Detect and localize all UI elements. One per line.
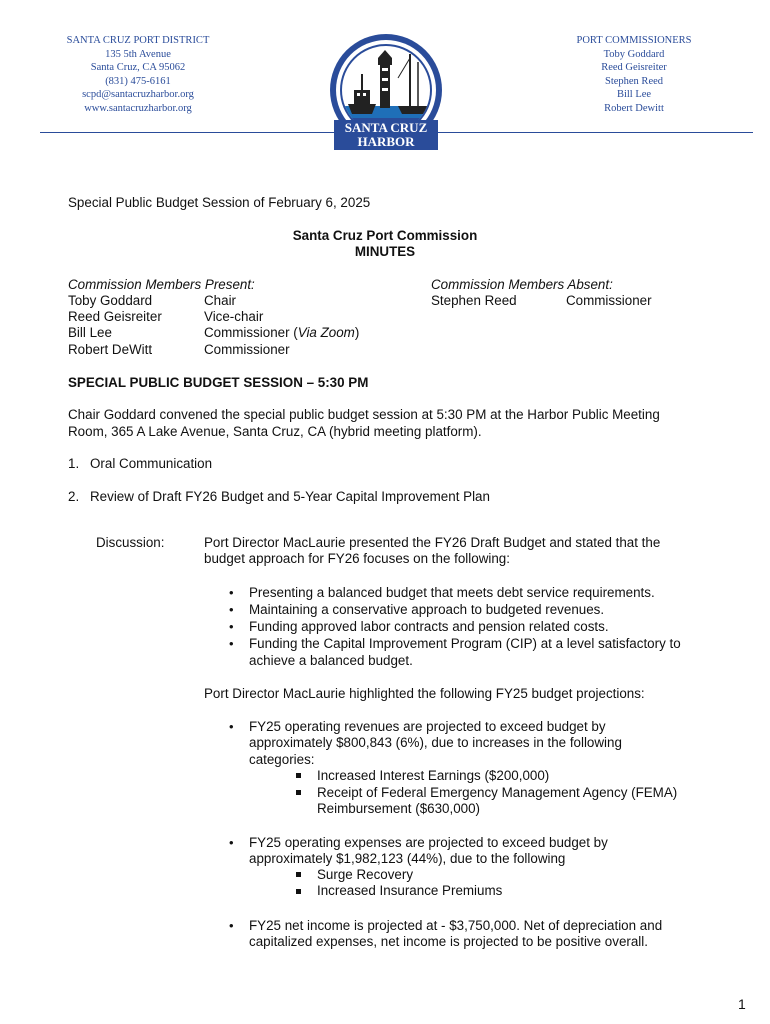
sub-bullet: Increased Insurance Premiums — [317, 883, 503, 898]
item-number: 1. — [68, 456, 80, 471]
logo-line-2: HARBOR — [357, 134, 415, 149]
present-heading: Commission Members Present: — [68, 277, 255, 292]
district-street: 135 5th Avenue — [105, 48, 171, 60]
header-rule-left — [40, 132, 345, 133]
discussion-para-line: Port Director MacLaurie presented the FY26 Draft Budget and stated that the — [204, 535, 661, 550]
commissioner-name: Reed Geisreiter — [601, 62, 667, 74]
page-number: 1 — [738, 996, 746, 1012]
sub-bullet-marker — [296, 773, 301, 778]
commissioner-name: Bill Lee — [616, 89, 652, 101]
sub-bullet: Surge Recovery — [317, 867, 414, 882]
sub-bullet: Receipt of Federal Emergency Management Agency (FEMA) — [317, 785, 678, 800]
commissioner-name: Robert Dewitt — [604, 102, 664, 114]
approach-bullet: Funding the Capital Improvement Program (CIP) at a level satisfactory to — [249, 636, 681, 651]
logo-line-1: SANTA CRUZ — [344, 120, 428, 135]
member-role: Chair — [204, 293, 236, 308]
sub-bullet-cont: Reimbursement ($630,000) — [317, 801, 481, 816]
sub-bullet-marker — [296, 790, 301, 795]
member-name: Bill Lee — [68, 325, 112, 340]
commissioners-block — [548, 34, 720, 116]
doc-title: MINUTES — [354, 244, 416, 259]
section-heading: SPECIAL PUBLIC BUDGET SESSION – 5:30 PM — [68, 375, 369, 390]
bullet-marker: • — [229, 602, 234, 617]
projection-line: approximately $1,982,123 (44%), due to the following — [249, 851, 566, 866]
absent-heading: Commission Members Absent: — [431, 277, 613, 292]
item-number: 2. — [68, 489, 80, 504]
member-note: Via Zoom — [297, 325, 355, 340]
bullet-marker: • — [229, 619, 234, 634]
projection-line: FY25 operating revenues are projected to exceed budget by — [249, 719, 606, 734]
member-name: Robert DeWitt — [68, 342, 153, 357]
sub-bullet-marker — [296, 889, 301, 894]
commissioner-name: Toby Goddard — [603, 48, 665, 60]
absent-member-name: Stephen Reed — [431, 293, 517, 308]
approach-bullet: Funding approved labor contracts and pension related costs. — [249, 619, 609, 634]
sub-bullet-marker — [296, 872, 301, 877]
projection-line: capitalized expenses, net income is projected to be positive overall. — [249, 934, 648, 949]
district-website: www.santacruzharbor.org — [84, 102, 192, 114]
member-name: Reed Geisreiter — [68, 309, 162, 324]
bullet-marker: • — [229, 585, 234, 600]
projection-line: FY25 net income is projected at - $3,750,000. Net of depreciation and — [249, 918, 663, 933]
projection-line: categories: — [249, 752, 315, 767]
bullet-marker: • — [229, 719, 234, 734]
member-role: Commissioner (Via Zoom) — [204, 325, 360, 340]
district-city: Santa Cruz, CA 95062 — [90, 62, 186, 74]
session-title: Special Public Budget Session of February 6, 2025 — [68, 195, 371, 210]
sub-bullet: Increased Interest Earnings ($200,000) — [317, 768, 550, 783]
projection-line: FY25 operating expenses are projected to exceed budget by — [249, 835, 608, 850]
district-email: scpd@santacruzharbor.org — [82, 89, 194, 101]
absent-member-role: Commissioner — [566, 293, 652, 308]
header-rule-right — [433, 132, 753, 133]
discussion-para-2: Port Director MacLaurie highlighted the following FY25 budget projections: — [204, 686, 645, 701]
approach-bullet: Maintaining a conservative approach to budgeted revenues. — [249, 602, 605, 617]
commissioners-heading: PORT COMMISSIONERS — [576, 35, 692, 46]
district-phone: (831) 475-6161 — [105, 75, 171, 87]
commissioner-name: Stephen Reed — [604, 75, 664, 87]
district-name: SANTA CRUZ PORT DISTRICT — [66, 35, 210, 46]
bullet-marker: • — [229, 918, 234, 933]
bullet-marker: • — [229, 835, 234, 850]
intro-line: Chair Goddard convened the special public budget session at 5:30 PM at the Harbor Public Meeting — [68, 407, 660, 422]
org-title: Santa Cruz Port Commission — [292, 228, 478, 243]
projection-line: approximately $800,843 (6%), due to increases in the following — [249, 735, 622, 750]
member-role: Commissioner — [204, 342, 290, 357]
intro-line: Room, 365 A Lake Avenue, Santa Cruz, CA (hybrid meeting platform). — [68, 424, 482, 439]
santa-cruz-harbor-logo — [328, 28, 444, 168]
item-text: Oral Communication — [90, 456, 213, 471]
approach-bullet: Presenting a balanced budget that meets debt service requirements. — [249, 585, 655, 600]
discussion-para-line: budget approach for FY26 focuses on the following: — [204, 551, 510, 566]
discussion-label: Discussion: — [96, 535, 165, 550]
item-text: Review of Draft FY26 Budget and 5-Year Capital Improvement Plan — [90, 489, 490, 504]
bullet-marker: • — [229, 636, 234, 651]
member-name: Toby Goddard — [68, 293, 153, 308]
district-address-block — [40, 34, 236, 116]
member-role: Vice-chair — [204, 309, 264, 324]
approach-bullet-cont: achieve a balanced budget. — [249, 653, 413, 668]
